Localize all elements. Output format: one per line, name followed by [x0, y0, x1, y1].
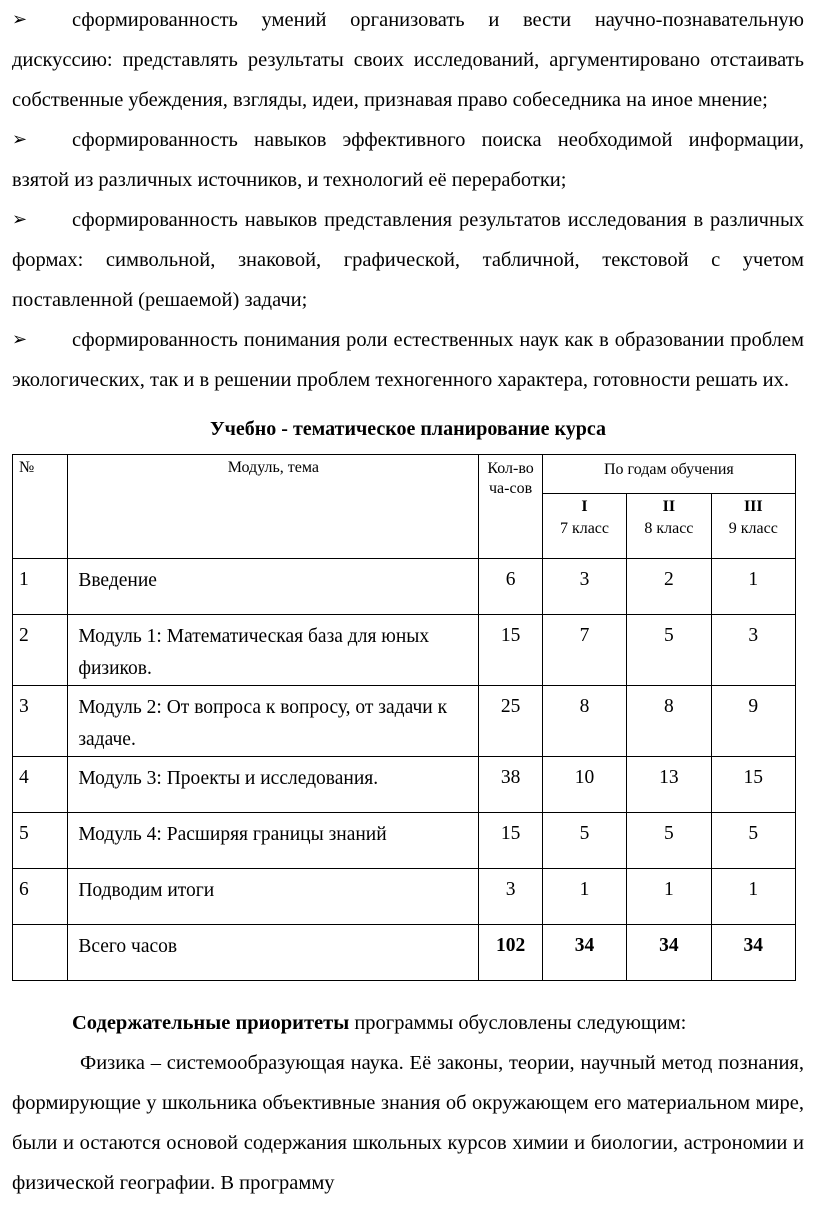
- header-by-years: По годам обучения: [542, 455, 795, 494]
- row-module: Подводим итоги: [68, 869, 479, 925]
- arrowhead-bullet-icon: ➢: [12, 129, 28, 150]
- row-number: 4: [13, 757, 68, 813]
- year-2-roman: II: [662, 498, 676, 515]
- priorities-heading: Содержательные приоритеты: [72, 1012, 350, 1034]
- row-hours: 38: [479, 757, 542, 813]
- row-year-1: 10: [542, 757, 626, 813]
- row-module: Модуль 4: Расширяя границы знаний: [68, 813, 479, 869]
- physics-paragraph: Физика – системообразующая наука. Её законы, теории, научный метод познания, формирующие у школьника объективные знания об окружающем его материальном мире, были и остаются основой содержания школьных курсов химии и биологии, астрономии и физической географии. В программу: [12, 1052, 804, 1194]
- row-year-3: 1: [711, 869, 795, 925]
- row-year-3: 15: [711, 757, 795, 813]
- row-module: Модуль 2: От вопроса к вопросу, от задачи к задаче.: [68, 686, 479, 757]
- year-1-roman: I: [581, 498, 588, 515]
- row-year-3: 9: [711, 686, 795, 757]
- year-2-class: 8 класс: [644, 520, 694, 537]
- table-row: [13, 686, 796, 757]
- header-year-2: [627, 494, 711, 559]
- list-item: [12, 120, 804, 200]
- row-year-1: 8: [542, 686, 626, 757]
- row-module: Введение: [68, 559, 479, 615]
- row-year-2: 5: [627, 615, 711, 686]
- row-module: Модуль 1: Математическая база для юных физиков.: [68, 615, 479, 686]
- row-year-1: 1: [542, 869, 626, 925]
- curriculum-table: [12, 454, 796, 981]
- total-year-3: 34: [711, 925, 795, 981]
- row-number: 1: [13, 559, 68, 615]
- priorities-paragraph: [12, 1003, 804, 1043]
- year-3-class: 9 класс: [728, 520, 778, 537]
- list-item: [12, 0, 804, 120]
- row-hours: 25: [479, 686, 542, 757]
- arrowhead-bullet-icon: ➢: [12, 209, 28, 230]
- row-year-3: 5: [711, 813, 795, 869]
- row-year-1: 3: [542, 559, 626, 615]
- header-module: Модуль, тема: [68, 455, 479, 559]
- total-label: Всего часов: [68, 925, 479, 981]
- table-row: [13, 757, 796, 813]
- header-year-1: [542, 494, 626, 559]
- header-year-3: [711, 494, 795, 559]
- list-item-text: сформированность понимания роли естественных наук как в образовании проблем экологических, так и в решении проблем техногенного характера, готовности решать их.: [12, 329, 804, 391]
- row-year-1: 7: [542, 615, 626, 686]
- row-number: 2: [13, 615, 68, 686]
- row-year-1: 5: [542, 813, 626, 869]
- list-item: [12, 200, 804, 320]
- table-row: [13, 615, 796, 686]
- row-hours: 15: [479, 615, 542, 686]
- row-hours: 15: [479, 813, 542, 869]
- table-title: Учебно - тематическое планирование курса: [209, 418, 607, 440]
- competency-list: [12, 0, 804, 400]
- row-number: 5: [13, 813, 68, 869]
- total-year-2: 34: [627, 925, 711, 981]
- row-year-2: 5: [627, 813, 711, 869]
- row-hours: 3: [479, 869, 542, 925]
- list-item: [12, 320, 804, 400]
- table-row: [13, 559, 796, 615]
- row-module: Модуль 3: Проекты и исследования.: [68, 757, 479, 813]
- row-number: 6: [13, 869, 68, 925]
- table-row: [13, 813, 796, 869]
- row-year-2: 2: [627, 559, 711, 615]
- total-hours: 102: [479, 925, 542, 981]
- row-year-2: 1: [627, 869, 711, 925]
- table-total-row: [13, 925, 796, 981]
- list-item-text: сформированность навыков эффективного поиска необходимой информации, взятой из различных источников, и технологий её переработки;: [12, 129, 804, 191]
- row-year-2: 8: [627, 686, 711, 757]
- row-year-3: 3: [711, 615, 795, 686]
- row-hours: 6: [479, 559, 542, 615]
- total-number: [13, 925, 68, 981]
- document-page: [12, 0, 804, 1203]
- year-1-class: 7 класс: [559, 520, 609, 537]
- arrowhead-bullet-icon: ➢: [12, 329, 28, 350]
- row-year-3: 1: [711, 559, 795, 615]
- arrowhead-bullet-icon: ➢: [12, 9, 28, 30]
- header-number: №: [13, 455, 68, 559]
- priorities-text: программы обусловлены следующим:: [349, 1012, 687, 1034]
- row-year-2: 13: [627, 757, 711, 813]
- table-row: [13, 869, 796, 925]
- list-item-text: сформированность умений организовать и вести научно-познавательную дискуссию: представлять результаты своих исследований, аргументировано отстаивать собственные убеждения, взгляды, идеи, признавая право собеседника на иное мнение;: [12, 9, 804, 111]
- total-year-1: 34: [542, 925, 626, 981]
- list-item-text: сформированность навыков представления результатов исследования в различных формах: символьной, знаковой, графической, табличной, текстовой с учетом поставленной (решаемой) задачи;: [12, 209, 804, 311]
- table-header-row: [13, 455, 796, 494]
- year-3-roman: III: [743, 498, 763, 515]
- row-number: 3: [13, 686, 68, 757]
- header-hours: Кол-во ча-сов: [479, 455, 542, 559]
